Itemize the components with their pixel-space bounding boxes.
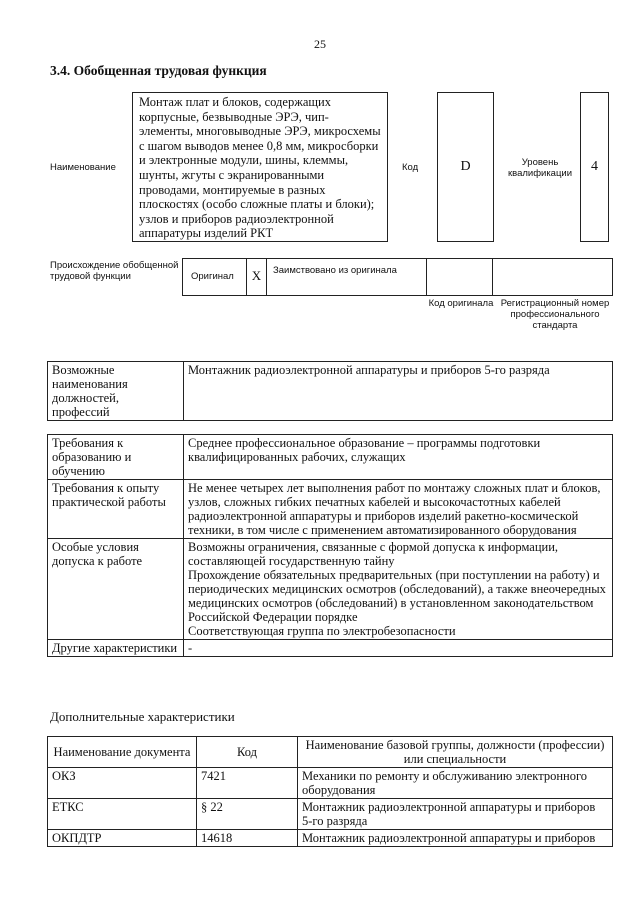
- doc-cell: ОКПДТР: [48, 830, 197, 847]
- origin-borrowed-label: Заимствовано из оригинала: [273, 265, 397, 276]
- code-value: D: [437, 92, 494, 242]
- qualification-level-value: 4: [580, 92, 609, 242]
- education-value: [184, 435, 613, 480]
- table-row: [48, 435, 613, 480]
- admission-text-1: Возможны ограничения, связанные с формой допуска к информации, составляющей государственную тайну: [188, 540, 559, 568]
- origin-label: Происхождение обобщенной трудовой функции: [50, 260, 179, 282]
- function-name-box: Монтаж плат и блоков, содержащих корпусные, безвыводные ЭРЭ, чип-элементы, многовыводные ЭРЭ, микросхемы с шагом выводов менее 0,8 мм, микросборки и электронные модули, шины, клеммы, шунты, жгуты с экранированными проводами, монтируемые в разных плоскостях (особо сложные платы и блоки); узлов и приборов радиоэлектронной аппаратуры изделий РКТ: [132, 92, 388, 242]
- requirements-table: [47, 434, 613, 657]
- group-cell: Механики по ремонту и обслуживанию электронного оборудования: [298, 768, 613, 799]
- origin-mark-cell: [247, 259, 267, 295]
- origin-mark: X: [251, 268, 262, 283]
- table-row: [48, 799, 613, 830]
- positions-table: [47, 361, 613, 421]
- code-original-caption: Код оригинала: [428, 298, 494, 309]
- header-document: Наименование документа: [48, 737, 197, 768]
- origin-row: [182, 258, 613, 296]
- additional-title: Дополнительные характеристики: [50, 709, 235, 724]
- origin-original-label: Оригинал: [191, 271, 234, 282]
- experience-text: Не менее четырех лет выполнения работ по монтажу сложных плат и блоков, узлов, сложных гибких печатных кабелей и высокочастотных кабелей радиоэлектронной аппаратуры и приборов изделий ракетно-космической техники, в том числе с применением автоматизированного оборудования: [188, 481, 601, 537]
- code-cell: § 22: [197, 799, 298, 830]
- admission-text-3: Соответствующая группа по электробезопасности: [188, 624, 456, 638]
- education-text: Среднее профессиональное образование – программы подготовки квалифицированных рабочих, служащих: [188, 436, 541, 464]
- origin-code-cell: [427, 259, 493, 295]
- experience-value: [184, 480, 613, 539]
- page-number: 25: [314, 37, 326, 51]
- other-text: -: [188, 641, 193, 655]
- table-row: [48, 768, 613, 799]
- section-title: 3.4. Обобщенная трудовая функция: [50, 63, 267, 78]
- code-cell: 14618: [197, 830, 298, 847]
- experience-label: Требования к опыту практической работы: [48, 480, 184, 539]
- admission-text-2: Прохождение обязательных предварительных (при поступлении на работу) и периодических медицинских осмотров (обследований), а также внеочередных медицинских осмотров (обследований) в установленном законодательством Российской Федерации порядке: [188, 568, 606, 624]
- additional-table: [47, 736, 613, 847]
- admission-label: Особые условия допуска к работе: [48, 539, 184, 640]
- origin-reg-cell: [493, 259, 613, 295]
- table-row: [48, 539, 613, 640]
- table-row: [48, 362, 613, 421]
- code-cell: 7421: [197, 768, 298, 799]
- group-cell: Монтажник радиоэлектронной аппаратуры и приборов 5-го разряда: [298, 799, 613, 830]
- doc-cell: ОКЗ: [48, 768, 197, 799]
- name-label: Наименование: [50, 162, 116, 173]
- positions-value: Монтажник радиоэлектронной аппаратуры и приборов 5-го разряда: [184, 362, 613, 421]
- header-group: Наименование базовой группы, должности (профессии) или специальности: [298, 737, 613, 768]
- table-row: [48, 830, 613, 847]
- table-row: [48, 480, 613, 539]
- other-value: [184, 640, 613, 657]
- table-row: [48, 640, 613, 657]
- positions-label: Возможные наименования должностей, профессий: [48, 362, 184, 421]
- admission-value: [184, 539, 613, 640]
- education-label: Требования к образованию и обучению: [48, 435, 184, 480]
- header-code: Код: [197, 737, 298, 768]
- origin-borrowed-cell: [267, 259, 427, 295]
- table-header-row: [48, 737, 613, 768]
- registration-number-caption: Регистрационный номер профессионального стандарта: [500, 298, 610, 331]
- doc-cell: ЕТКС: [48, 799, 197, 830]
- origin-original-cell: [183, 259, 247, 295]
- group-cell: Монтажник радиоэлектронной аппаратуры и приборов: [298, 830, 613, 847]
- code-label: Код: [402, 162, 419, 173]
- other-label: Другие характеристики: [48, 640, 184, 657]
- qualification-level-label: Уровень квалификации: [507, 157, 573, 179]
